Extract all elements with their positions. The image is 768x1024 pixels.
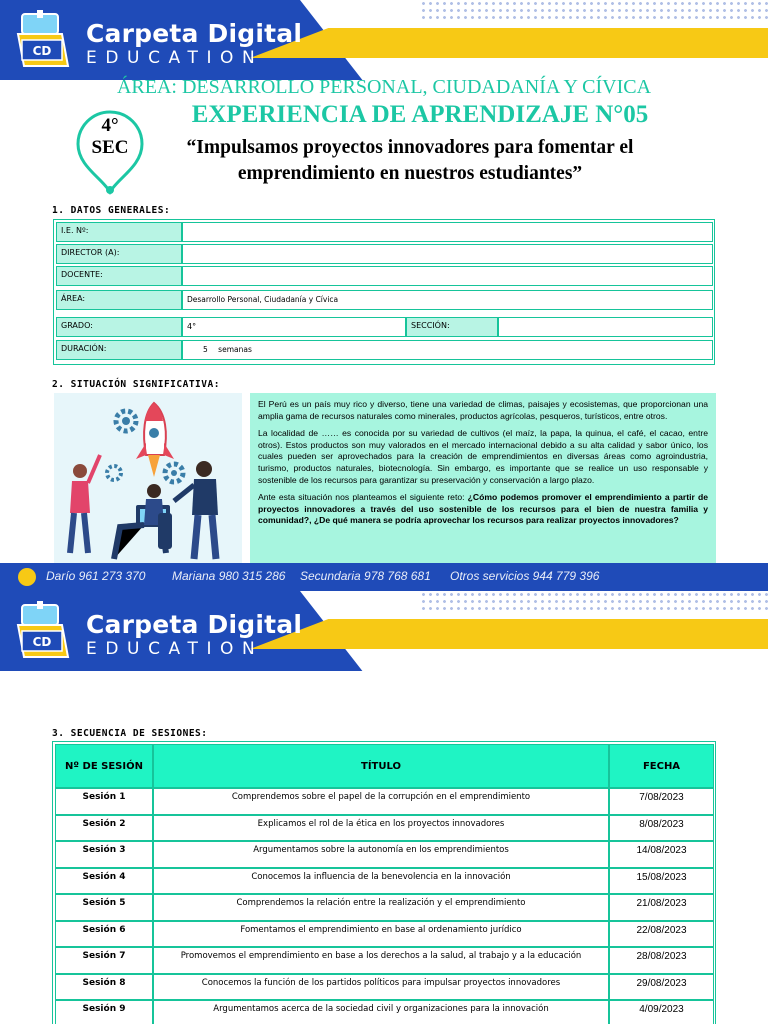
header-banner-page2 [0,591,768,671]
entrepreneurship-illustration [54,393,242,576]
grade-badge-line2: SEC [91,137,129,158]
table-row [55,841,714,868]
table-row [54,242,713,264]
session-title: Argumentamos sobre la autonomía en los emprendimientos [153,841,609,868]
table-row [54,220,713,242]
session-date: 28/08/2023 [609,947,714,974]
ie-value[interactable] [182,222,713,242]
session-title: Explicamos el rol de la ética en los proyectos innovadores [153,815,609,842]
contact-1: Darío 961 273 370 [46,569,146,583]
situacion-intro: Ante esta situación nos planteamos el siguiente reto: [258,492,468,503]
docente-value[interactable] [182,266,713,286]
header-date: FECHA [609,744,714,788]
session-title: Conocemos la influencia de la benevolencia en la innovación [153,868,609,895]
table-row [54,264,713,286]
director-label: DIRECTOR (A): [56,244,182,264]
datos-generales-table [53,219,715,365]
table-row [55,921,714,948]
grade-badge [72,115,148,159]
session-number: Sesión 4 [55,868,153,895]
session-number: Sesión 2 [55,815,153,842]
session-title: Comprendemos sobre el papel de la corrupción en el emprendimiento [153,788,609,815]
brand-name [86,20,302,68]
session-title: Fomentamos el emprendimiento en base al ordenamiento jurídico [153,921,609,948]
section-heading-situacion: 2. SITUACIÓN SIGNIFICATIVA: [52,379,220,390]
header-banner [0,0,768,80]
svg-text:CD: CD [32,635,52,649]
session-date: 4/09/2023 [609,1000,714,1024]
experience-title: EXPERIENCIA DE APRENDIZAJE N°05 [191,101,649,128]
svg-text:CD: CD [32,44,52,58]
table-row [55,788,714,815]
header-num: Nº DE SESIÓN [55,744,153,788]
experience-quote: “Impulsamos proyectos innovadores para fomentar el emprendimiento en nuestros estudiantes” [186,137,634,184]
session-date: 29/08/2023 [609,974,714,1001]
section-heading-sesiones: 3. SECUENCIA DE SESIONES: [52,728,208,739]
brand-title: Carpeta Digital [86,19,303,48]
duracion-value[interactable] [182,340,713,360]
director-value[interactable] [182,244,713,264]
grado-label: GRADO: [56,317,182,337]
grade-badge-line1: 4° [101,115,119,136]
brand-name [86,611,302,659]
area-value[interactable]: Desarrollo Personal, Ciudadanía y Cívica [182,290,713,310]
session-date: 15/08/2023 [609,868,714,895]
session-number: Sesión 9 [55,1000,153,1024]
brand-subtitle: EDUCATION [86,639,264,659]
session-title: Comprendemos la relación entre la realización y el emprendimiento [153,894,609,921]
duracion-unit: semanas [218,345,252,354]
situacion-paragraph-3 [258,492,708,527]
header-title: TÍTULO [153,744,609,788]
situacion-paragraph-1: El Perú es un país muy rico y diverso, tiene una variedad de climas, paisajes y ecosistemas, que proporcionan una amplia gama de recursos naturales como minerales, productos agrícolas, pesqueros, turísticos, entre otros. [258,399,708,421]
contact-3: Secundaria 978 768 681 [300,569,431,583]
contact-2: Mariana 980 315 286 [172,569,286,583]
session-number: Sesión 7 [55,947,153,974]
session-number: Sesión 5 [55,894,153,921]
session-number: Sesión 8 [55,974,153,1001]
table-row [55,894,714,921]
phone-icon [18,568,36,586]
session-number: Sesión 1 [55,788,153,815]
session-number: Sesión 3 [55,841,153,868]
session-title: Argumentamos acerca de la sociedad civil y organizaciones para la innovación [153,1000,609,1024]
contact-footer [0,563,768,591]
table-row [55,974,714,1001]
session-title: Conocemos la función de los partidos políticos para impulsar proyectos innovadores [153,974,609,1001]
table-row [54,338,713,360]
sessions-table [52,741,716,1024]
situacion-challenge: ¿Cómo podemos promover el emprendimiento a partir de proyectos innovadores a través del uso sostenible de los recursos para el bien de nuestra familia y comunidad?, ¿De qué manera se podría aprovechar los recursos para realizar proyectos innovadores? [258,492,708,526]
duracion-number: 5 [203,345,208,354]
table-row [55,1000,714,1024]
situacion-text [250,393,716,574]
carpeta-digital-logo-icon [14,601,76,663]
session-date: 7/08/2023 [609,788,714,815]
table-row [55,868,714,895]
table-header-row [55,744,714,788]
carpeta-digital-logo-icon [14,10,76,72]
table-row [54,288,713,310]
duracion-label: DURACIÓN: [56,340,182,360]
contact-4: Otros servicios 944 779 396 [450,569,600,583]
session-date: 22/08/2023 [609,921,714,948]
table-row [55,815,714,842]
table-row [54,315,713,337]
session-number: Sesión 6 [55,921,153,948]
grado-value[interactable]: 4° [182,317,406,337]
session-date: 21/08/2023 [609,894,714,921]
session-date: 14/08/2023 [609,841,714,868]
brand-subtitle: EDUCATION [86,48,264,68]
seccion-value[interactable] [498,317,713,337]
session-title: Promovemos el emprendimiento en base a los derechos a la salud, al trabajo y a la educación [153,947,609,974]
brand-title: Carpeta Digital [86,610,303,639]
ie-label: I.E. Nº: [56,222,182,242]
area-title: ÁREA: DESARROLLO PERSONAL, CIUDADANÍA Y CÍVICA [116,76,652,98]
situacion-paragraph-2: La localidad de …… es conocida por su variedad de cultivos (el maíz, la papa, la quinua, el café, el cacao, entre otros). Estos productos son muy valorados en el mercado internacional debido a su alta calidad y sabor único, los cuales pueden ser aprovechados para la creación de emprendimientos en diversas áreas como agroindustria, turismo, productos naturales, biotecnología. Sin embargo, es importante que se realice un uso responsable y sostenible de los recursos para garantizar su preservación y conservación a largo plazo. [258,428,708,485]
section-heading-datos: 1. DATOS GENERALES: [52,205,171,216]
session-date: 8/08/2023 [609,815,714,842]
docente-label: DOCENTE: [56,266,182,286]
table-row [55,947,714,974]
area-label: ÁREA: [56,290,182,310]
seccion-label: SECCIÓN: [406,317,498,337]
